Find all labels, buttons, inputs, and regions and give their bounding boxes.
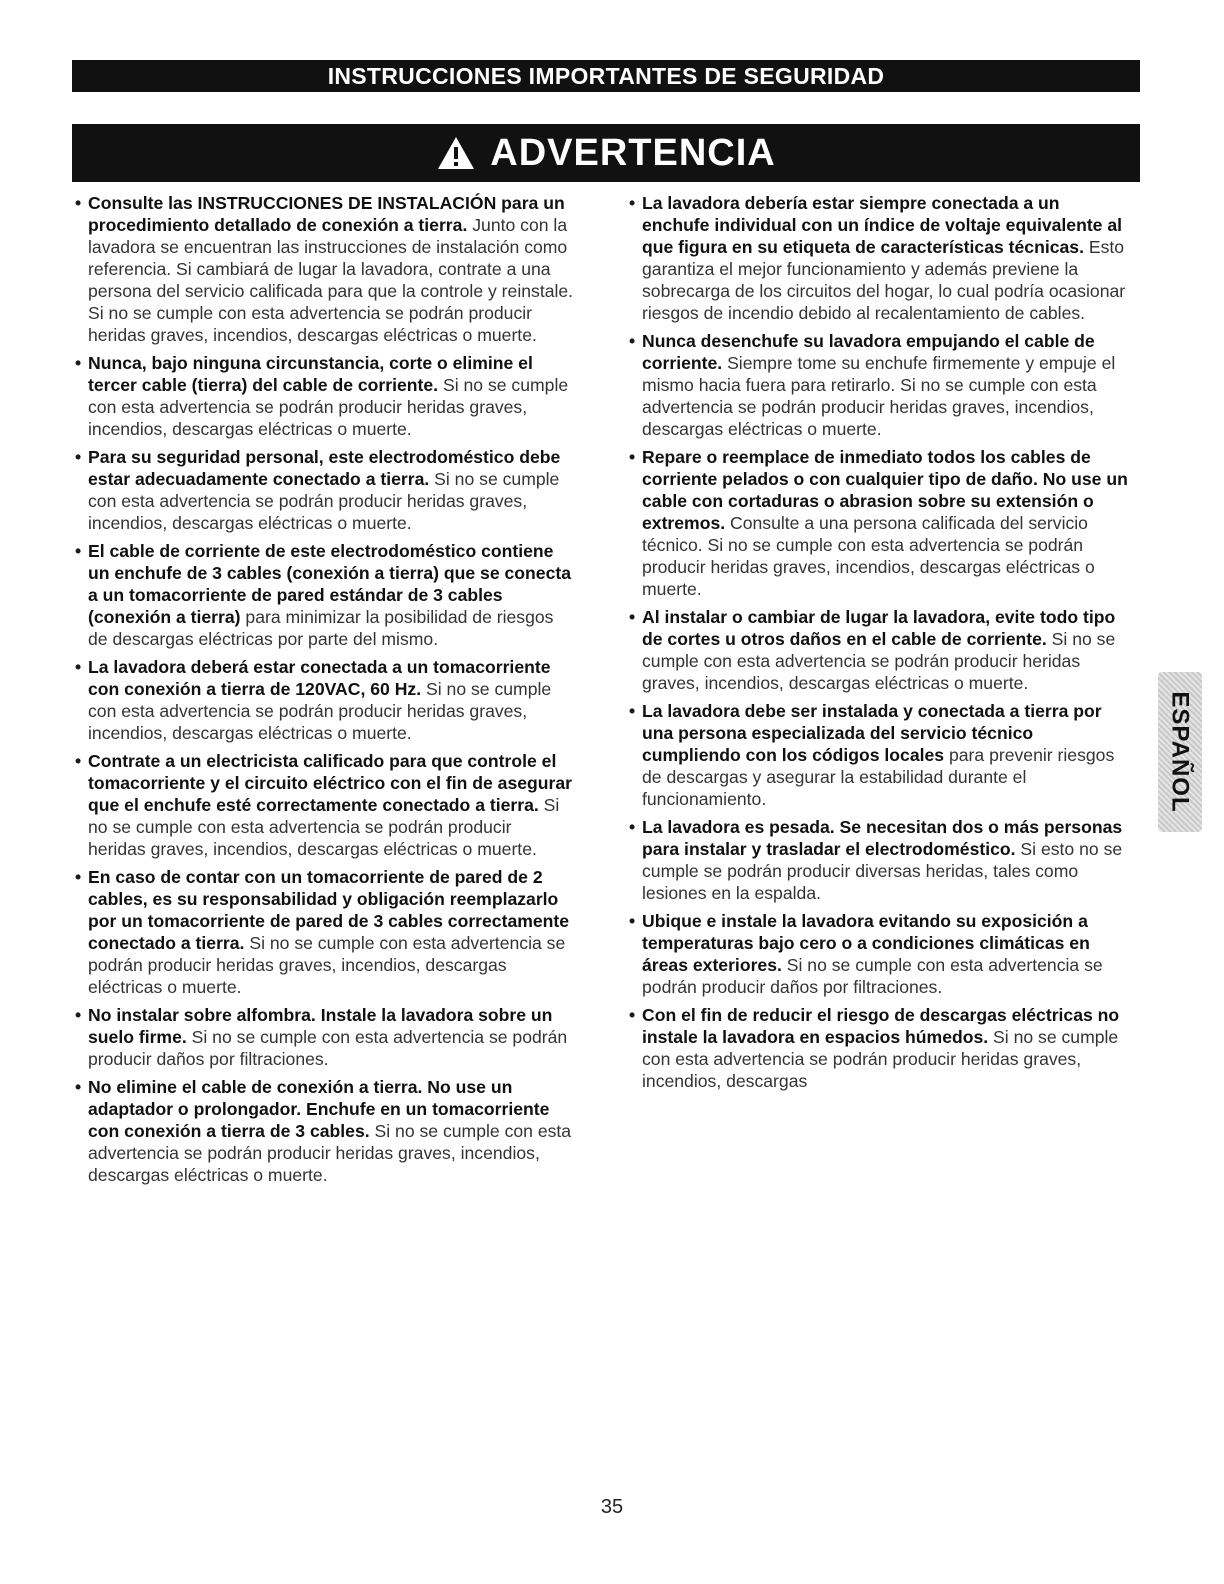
warning-item-bold: Repare o reemplace de inmediato todos los cables de corriente pelados o con cualquier tipo de daño. No use un cable con cortaduras o abrasion sobre su extensión o extremos.: [642, 447, 1128, 533]
warning-item-text: Si no se cumple con esta advertencia se podrán producir daños por filtraciones.: [88, 1027, 568, 1069]
section-header: [72, 60, 1140, 92]
warning-item-text: Junto con la lavadora se encuentran las instrucciones de instalación como referencia. Si cambiará de lugar la lavadora, contrate a una persona del servicio calificada para que la controle y reinstale. Si no se cumple con esta advertencia se podrán producir heridas graves, incendios, descargas eléctricas o muerte.: [88, 215, 574, 345]
warning-item-text: para prevenir riesgos de descargas y asegurar la estabilidad durante el funcionamiento.: [642, 745, 1115, 809]
bullet: •: [75, 657, 82, 677]
warning-item-text: Si no se cumple con esta advertencia se podrán producir heridas graves, incendios, descargas eléctricas o muerte.: [88, 1121, 572, 1185]
warning-item-bold: No instalar sobre alfombra. Instale la lavadora sobre un suelo firme.: [88, 1005, 553, 1047]
warning-item-bold: Al instalar o cambiar de lugar la lavadora, evite todo tipo de cortes u otros daños en el cable de corriente.: [642, 607, 1116, 649]
warning-item-bold: Ubique e instale la lavadora evitando su exposición a temperaturas bajo cero o a condiciones climáticas en áreas exteriores.: [642, 911, 1090, 975]
warning-item: [74, 1076, 574, 1186]
bullet: •: [75, 751, 82, 771]
warning-item: [628, 700, 1128, 810]
bullet: •: [629, 331, 636, 351]
bullet: •: [75, 447, 82, 467]
warning-item: [74, 446, 574, 534]
warning-item-text: Si no se cumple con esta advertencia se podrán producir heridas graves, incendios, descargas eléctricas o muerte.: [88, 375, 569, 439]
language-tab-label: ESPAÑOL: [1167, 691, 1195, 813]
bullet: •: [75, 541, 82, 561]
warning-item: [74, 750, 574, 860]
bullet: •: [629, 701, 636, 721]
bullet: •: [75, 1005, 82, 1025]
warning-item-bold: La lavadora es pesada. Se necesitan dos o más personas para instalar y trasladar el electrodoméstico.: [642, 817, 1123, 859]
warning-item-bold: Nunca, bajo ninguna circunstancia, corte o elimine el tercer cable (tierra) del cable de corriente.: [88, 353, 533, 395]
warning-item: [628, 816, 1128, 904]
bullet: •: [75, 1077, 82, 1097]
bullet: •: [629, 817, 636, 837]
warning-item: [74, 656, 574, 744]
warning-item-text: Si no se cumple con esta advertencia se podrán producir heridas graves, incendios, descargas eléctricas o muerte.: [88, 679, 552, 743]
warning-triangle-icon: [436, 135, 476, 171]
warning-item: [628, 330, 1128, 440]
left-column: [74, 192, 574, 1192]
page-number: 35: [600, 1496, 624, 1518]
warning-item: [628, 606, 1128, 694]
warning-item-bold: Consulte las INSTRUCCIONES DE INSTALACIÓN para un procedimiento detallado de conexión a tierra.: [88, 193, 565, 235]
warning-item: [628, 910, 1128, 998]
warning-item: [628, 192, 1128, 324]
bullet: •: [629, 193, 636, 213]
warning-item-text: Si esto no se cumple se podrán producir diversas heridas, tales como lesiones en la espalda.: [642, 839, 1123, 903]
bullet: •: [75, 353, 82, 373]
warning-item-text: Si no se cumple con esta advertencia se podrán producir heridas graves, incendios, descargas eléctricas o muerte.: [642, 629, 1116, 693]
warning-item-bold: La lavadora debe ser instalada y conectada a tierra por una persona especializada del servicio técnico cumpliendo con los códigos locales: [642, 701, 1102, 765]
warning-item: [74, 192, 574, 346]
warning-item-bold: No elimine el cable de conexión a tierra. No use un adaptador o prolongador. Enchufe en un tomacorriente con conexión a tierra de 3 cables.: [88, 1077, 550, 1141]
warning-item: [74, 540, 574, 650]
warning-item: [628, 446, 1128, 600]
bullet: •: [75, 867, 82, 887]
language-tab: [1158, 672, 1202, 832]
warning-item: [74, 352, 574, 440]
warning-item: [74, 1004, 574, 1070]
warning-item-bold: Con el fin de reducir el riesgo de descargas eléctricas no instale la lavadora en espacios húmedos.: [642, 1005, 1120, 1047]
bullet: •: [75, 193, 82, 213]
warning-item-bold: El cable de corriente de este electrodoméstico contiene un enchufe de 3 cables (conexión a tierra) que se conecta a un tomacorriente de pared estándar de 3 cables (conexión a tierra): [88, 541, 572, 627]
warning-item-text: Si no se cumple con esta advertencia se podrán producir heridas graves, incendios, descargas: [642, 1027, 1119, 1091]
warning-item: [74, 866, 574, 998]
warning-item-bold: Para su seguridad personal, este electrodoméstico debe estar adecuadamente conectado a tierra.: [88, 447, 561, 489]
warning-item-text: Consulte a una persona calificada del servicio técnico. Si no se cumple con esta advertencia se podrán producir heridas graves, incendios, descargas eléctricas o muerte.: [642, 513, 1095, 599]
warning-item: [628, 1004, 1128, 1092]
warning-item-bold: La lavadora debería estar siempre conectada a un enchufe individual con un índice de voltaje equivalente al que figura en su etiqueta de características técnicas.: [642, 193, 1123, 257]
warning-item-bold: En caso de contar con un tomacorriente de pared de 2 cables, es su responsabilidad y obligación reemplazarlo por un tomacorriente de pared de 3 cables correctamente conectado a tierra.: [88, 867, 570, 953]
warning-item-text: Si no se cumple con esta advertencia se podrán producir heridas graves, incendios, descargas eléctricas o muerte.: [88, 933, 566, 997]
warning-item-bold: Contrate a un electricista calificado para que controle el tomacorriente y el circuito eléctrico con el fin de asegurar que el enchufe esté correctamente conectado a tierra.: [88, 751, 572, 815]
bullet: •: [629, 447, 636, 467]
warning-item-text: Esto garantiza el mejor funcionamiento y además previene la sobrecarga de los circuitos del hogar, lo cual podría ocasionar riesgos de incendio debido al recalentamiento de cables.: [642, 237, 1126, 323]
warning-banner: [72, 124, 1140, 182]
warning-item-bold: La lavadora deberá estar conectada a un tomacorriente con conexión a tierra de 120VAC, 60 Hz.: [88, 657, 551, 699]
warning-item-text: Si no se cumple con esta advertencia se podrán producir daños por filtraciones.: [642, 955, 1103, 997]
bullet: •: [629, 607, 636, 627]
warning-item-text: para minimizar la posibilidad de riesgos de descargas eléctricas por parte del mismo.: [88, 607, 554, 649]
right-column: [628, 192, 1128, 1098]
warning-title: ADVERTENCIA: [490, 131, 776, 174]
bullet: •: [629, 911, 636, 931]
warning-item-text: Siempre tome su enchufe firmemente y empuje el mismo hacia fuera para retirarlo. Si no se cumple con esta advertencia se podrán producir heridas graves, incendios, descargas eléctricas o muerte.: [642, 353, 1116, 439]
section-header-title: INSTRUCCIONES IMPORTANTES DE SEGURIDAD: [327, 63, 885, 89]
warning-item-text: Si no se cumple con esta advertencia se podrán producir heridas graves, incendios, descargas eléctricas o muerte.: [88, 795, 560, 859]
bullet: •: [629, 1005, 636, 1025]
warning-item-text: Si no se cumple con esta advertencia se podrán producir heridas graves, incendios, descargas eléctricas o muerte.: [88, 469, 560, 533]
warning-item-bold: Nunca desenchufe su lavadora empujando el cable de corriente.: [642, 331, 1095, 373]
